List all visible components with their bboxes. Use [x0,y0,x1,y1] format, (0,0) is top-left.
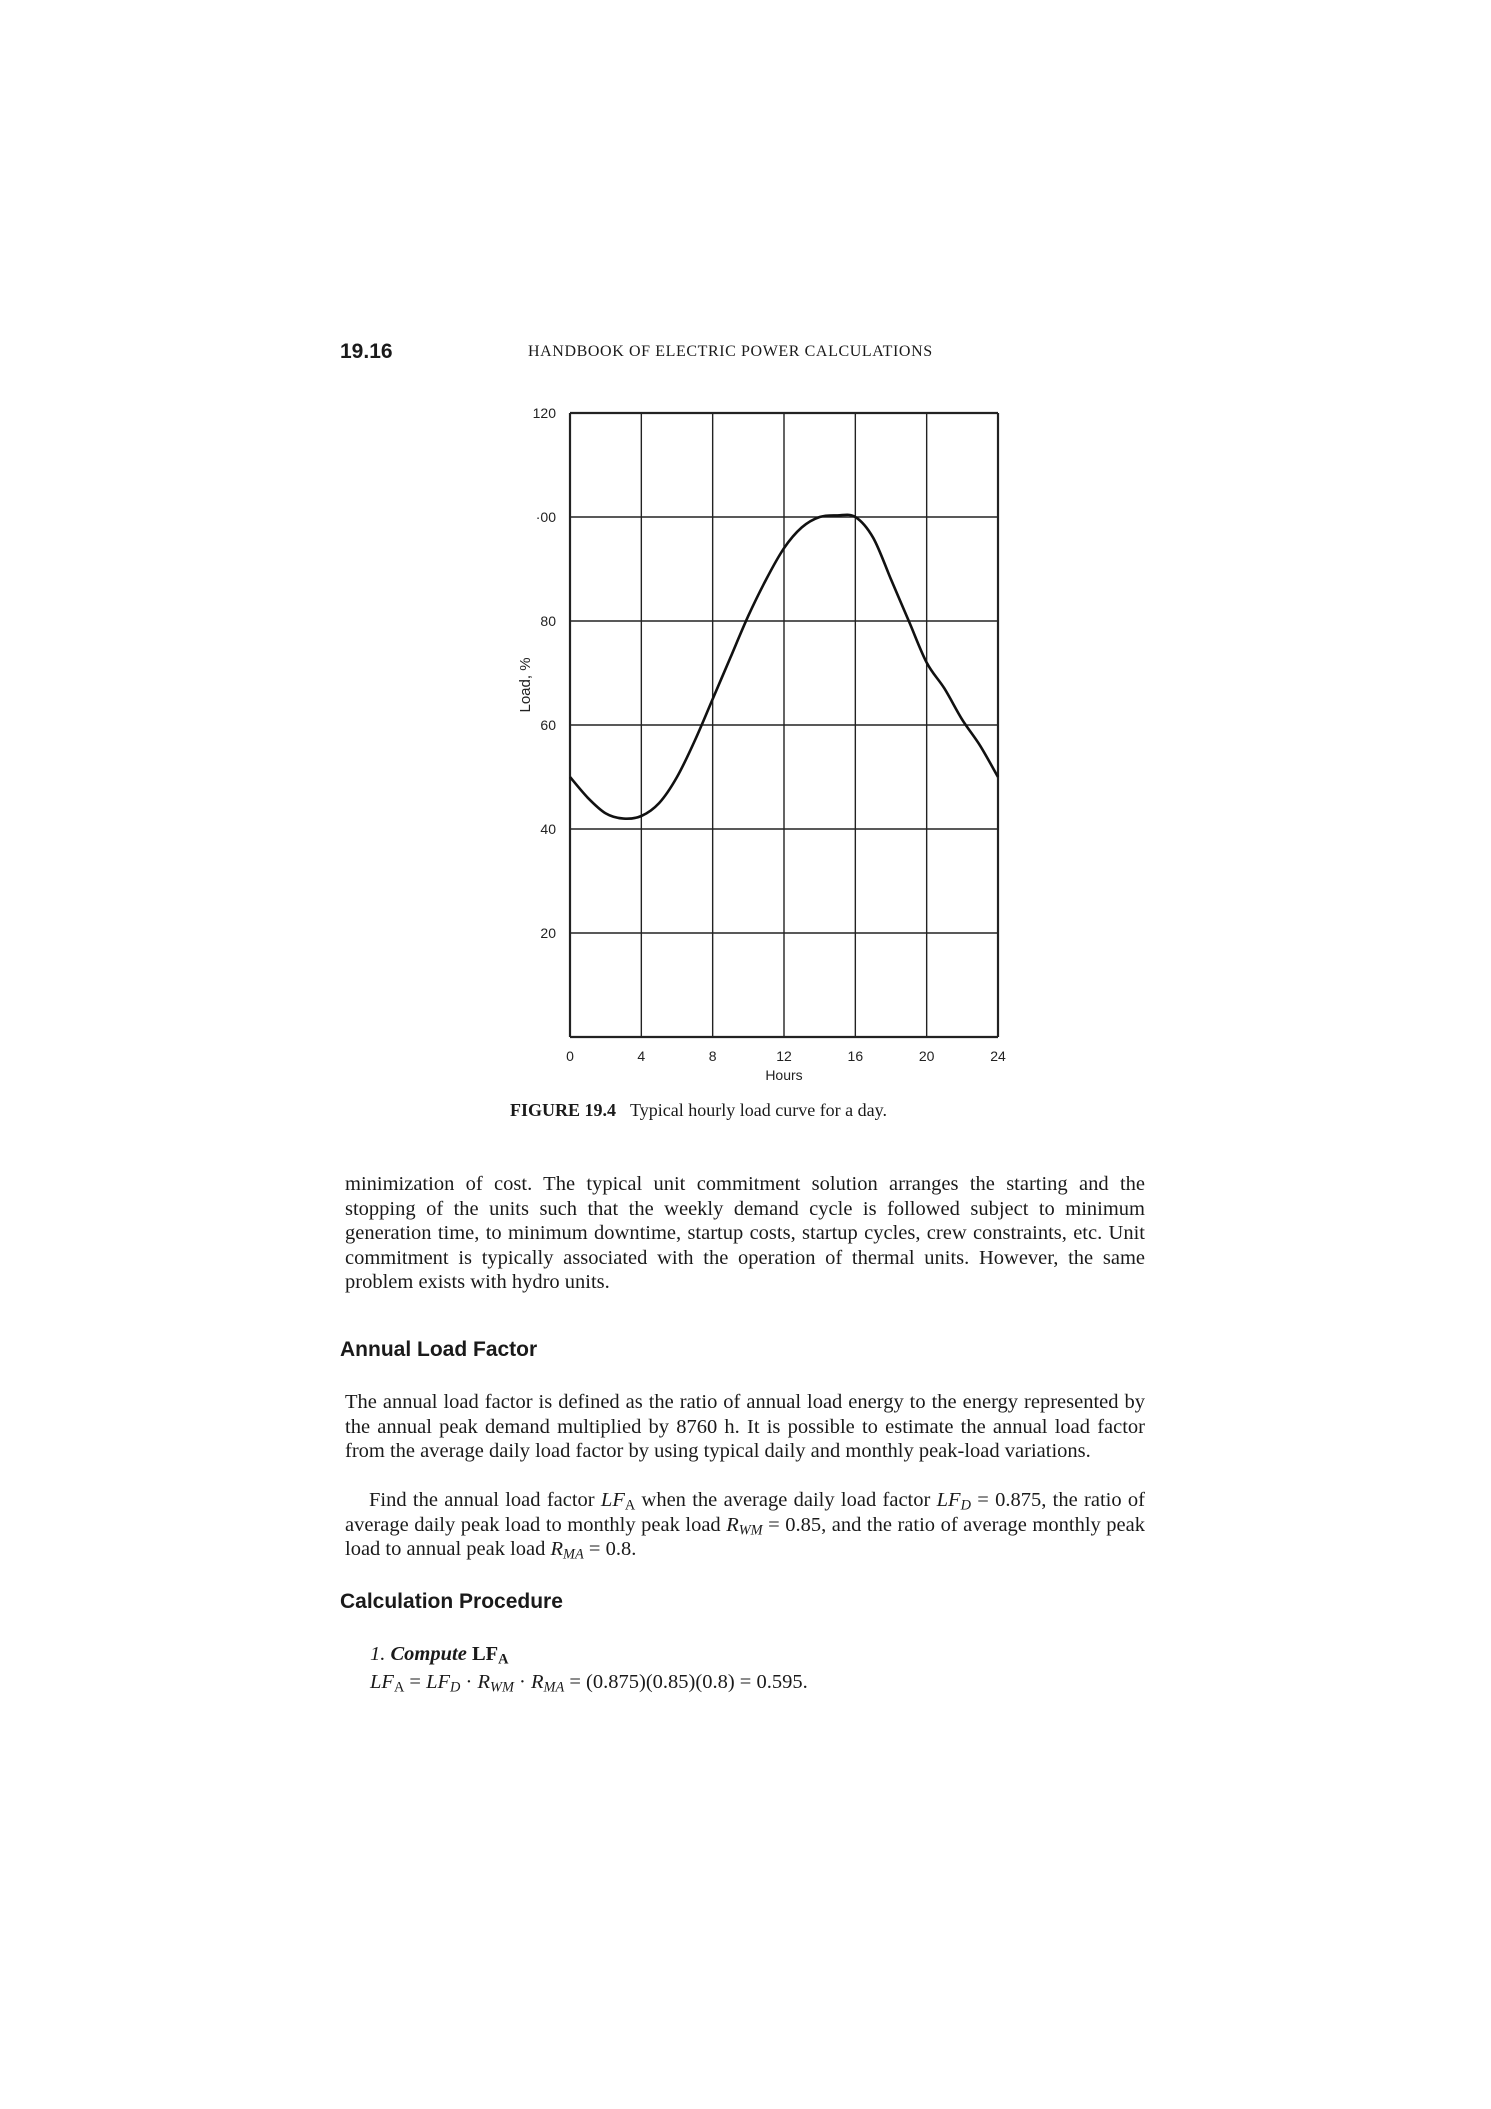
paragraph-annual-load-factor: The annual load factor is defined as the ratio of annual load energy to the energy represented by the annual peak demand multiplied by 8760 h. It is possible to estimate the annual load factor from the average daily load factor by using typical daily and monthly peak-load variations. [345,1391,1145,1462]
symbol-sub: D [450,1679,461,1696]
chart-tick-labels [533,405,1006,1064]
symbol-sub: A [393,1679,405,1696]
step-subject: LF [471,1643,499,1665]
y-tick-label: 20 [540,925,556,941]
step-verb: Compute [390,1643,467,1665]
page-number: 19.16 [340,340,393,363]
figure-caption [510,1100,887,1121]
running-head: HANDBOOK OF ELECTRIC POWER CALCULATIONS [528,343,933,360]
formula-result: = (0.875)(0.85)(0.8) = 0.595. [564,1671,808,1693]
formula-op: · [460,1671,478,1693]
y-tick-label: 120 [532,405,556,421]
symbol-r: R [550,1538,564,1560]
section-title-calculation-procedure: Calculation Procedure [340,1590,563,1613]
symbol-lf: LF [426,1671,451,1693]
formula-op: = [404,1671,427,1693]
section-title-annual-load-factor: Annual Load Factor [340,1338,538,1361]
chart-grid [570,413,998,1037]
formula-lfa [370,1671,808,1694]
step-number: 1. [370,1643,386,1665]
step-1-title [370,1643,509,1666]
symbol-sub: WM [490,1679,514,1696]
paragraph-unit-commitment: minimization of cost. The typical unit commitment solution arranges the starting and the stopping of the units such that the weekly demand cycle is followed subject to minimum generation time, to minimum downtime, startup costs, startup cycles, crew constraints, etc. Unit commitment is typically associated with the operation of thermal units. However, the same problem exists with hydro units. [345,1173,1145,1293]
symbol-sub: MA [543,1679,565,1696]
symbol-sub: A [498,1651,509,1668]
symbol-sub: A [624,1497,636,1514]
figure-label: FIGURE 19.4 [510,1100,617,1120]
x-tick-label: 20 [918,1048,935,1064]
x-tick-label: 8 [708,1048,717,1064]
x-axis-label: Hours [765,1067,803,1083]
x-tick-label: 4 [637,1048,646,1064]
y-tick-label: 40 [540,821,556,837]
symbol-r: R [726,1513,739,1536]
problem-text: = 0.8. [583,1538,637,1560]
symbol-r: R [477,1671,491,1693]
paragraph-problem-statement [345,1488,1145,1562]
symbol-r: R [531,1671,544,1693]
y-tick-label: 80 [540,613,556,629]
symbol-lf: LF [600,1489,625,1511]
y-tick-label: ·00 [535,509,556,525]
x-tick-label: 12 [776,1048,792,1064]
x-tick-label: 0 [566,1048,574,1064]
x-tick-label: 16 [847,1048,864,1064]
symbol-sub: WM [738,1522,763,1539]
symbol-lf: LF [370,1671,394,1693]
problem-text: = 0.875, the ratio of average daily peak load to monthly peak load [345,1489,1145,1536]
problem-text: when the average daily load factor [635,1489,937,1511]
formula-op: · [513,1671,531,1693]
figure-caption-text: Typical hourly load curve for a day. [630,1100,887,1120]
symbol-lf: LF [936,1489,961,1511]
problem-text: = 0.85, and the ratio of average monthly peak load to annual peak load [345,1513,1145,1560]
y-tick-label: 60 [540,717,556,733]
y-axis-label: Load, % [517,657,534,713]
symbol-sub: MA [563,1546,584,1563]
problem-text: Find the annual load factor [369,1489,601,1511]
load-curve-figure [500,400,1020,1100]
x-tick-label: 24 [990,1048,1006,1064]
symbol-sub: D [960,1497,971,1514]
